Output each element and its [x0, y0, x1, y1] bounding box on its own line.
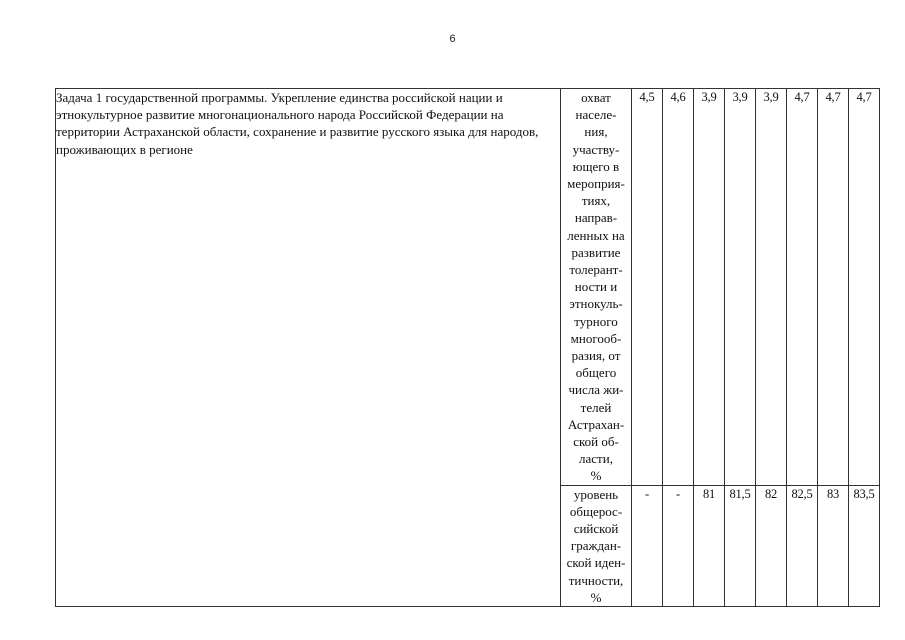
indicator-value: 83: [818, 485, 849, 606]
indicator-value: 83,5: [849, 485, 880, 606]
indicator-value: 4,7: [849, 89, 880, 486]
indicator-value: 82: [756, 485, 787, 606]
indicator-value: 81: [694, 485, 725, 606]
indicator-value: 4,7: [818, 89, 849, 486]
indicator-value: 3,9: [725, 89, 756, 486]
indicator-value: -: [632, 485, 663, 606]
task-description: Задача 1 государственной программы. Укрепление единства российской нации и этнокультурное развитие многонационального народа Российской Федерации на территории Астраханской области, сохранение и развитие русского языка для народов, проживающих в регионе: [56, 89, 561, 607]
indicator-value: 4,5: [632, 89, 663, 486]
indicator-label: уровень общерос- сийской граждан- ской иден- тичности, %: [561, 485, 632, 606]
program-table: [55, 88, 880, 607]
table-row: [56, 89, 880, 486]
indicator-value: -: [663, 485, 694, 606]
indicator-label: охват населе- ния, участву- ющего в мероприя- тиях, направ- ленных на развитие толерант- ности и этнокуль- турного многооб- разия, от общего числа жи- телей Астрахан- ской об- ласти, %: [561, 89, 632, 486]
page-number: 6: [449, 33, 456, 45]
indicator-value: 4,6: [663, 89, 694, 486]
indicator-value: 82,5: [787, 485, 818, 606]
indicator-value: 4,7: [787, 89, 818, 486]
indicator-value: 3,9: [756, 89, 787, 486]
indicator-value: 81,5: [725, 485, 756, 606]
indicator-value: 3,9: [694, 89, 725, 486]
